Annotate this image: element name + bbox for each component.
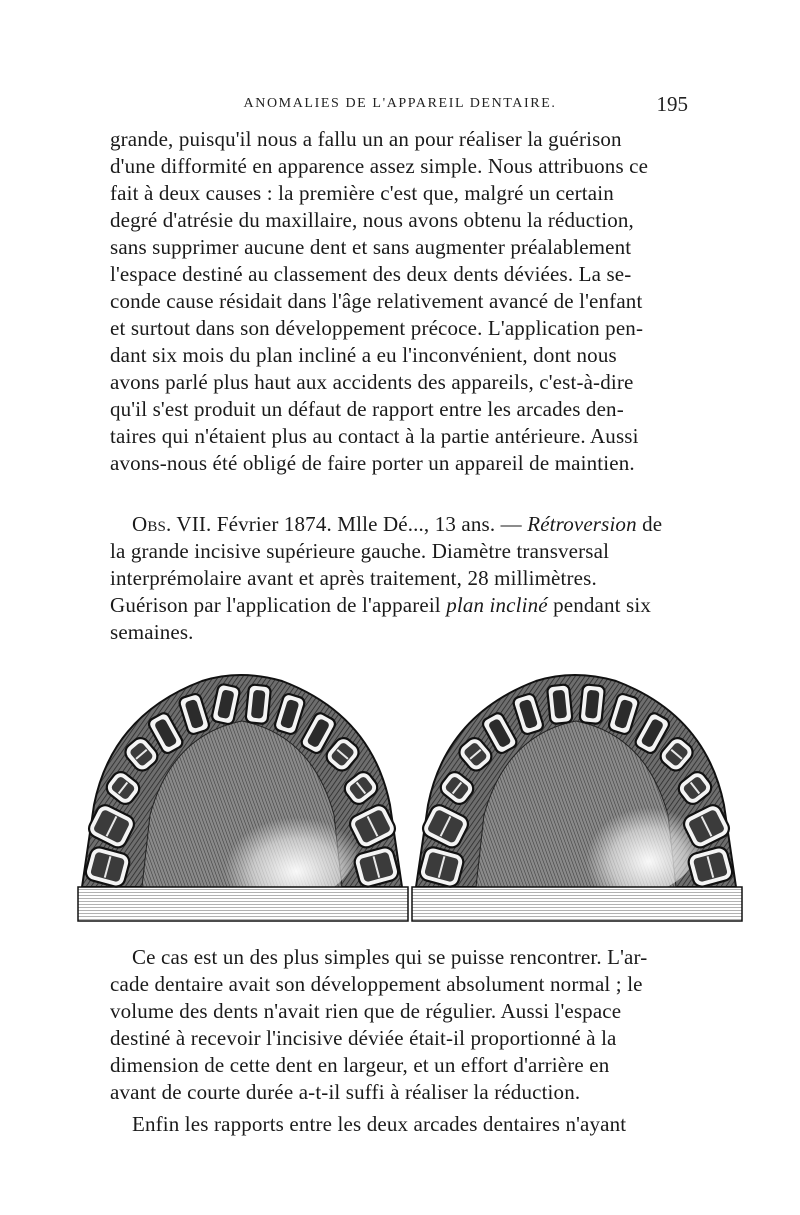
text-line: semaines. — [110, 620, 194, 644]
right-cast-base — [412, 887, 742, 921]
engraving-svg — [72, 655, 744, 925]
text-line: dimension de cette dent en largeur, et un effort d'arrière en — [110, 1053, 610, 1077]
text-line: destiné à recevoir l'incisive déviée était-il proportionné à la — [110, 1026, 617, 1050]
line-start-text: Guérison par l'application de l'appareil — [110, 593, 447, 617]
line-end-text: de — [636, 512, 663, 536]
text-line — [110, 511, 685, 538]
tooth — [579, 684, 605, 724]
diagnosis-term: Rétroversion — [527, 512, 637, 536]
text-line: conde cause résidait dans l'âge relativement avancé de l'enfant — [110, 289, 643, 313]
text-line: avant de courte durée a-t-il suffi à réaliser la réduction. — [110, 1080, 581, 1104]
dental-arch-illustration — [72, 655, 744, 925]
observation-paragraph — [110, 511, 685, 646]
text-line: avons-nous été obligé de faire porter un appareil de maintien. — [110, 451, 635, 475]
text-line: fait à deux causes : la première c'est que, malgré un certain — [110, 181, 614, 205]
text-line: taires qui n'étaient plus au contact à la partie antérieure. Aussi — [110, 424, 639, 448]
text-line: Ce cas est un des plus simples qui se puisse rencontrer. L'ar- — [132, 945, 648, 969]
left-cast-base — [78, 887, 408, 921]
line-end-text: pendant six — [547, 593, 652, 617]
discussion-paragraph — [110, 944, 685, 1106]
text-line: et surtout dans son développement précoce. L'application pen- — [110, 316, 644, 340]
text-line: qu'il s'est produit un défaut de rapport entre les arcades den- — [110, 397, 624, 421]
text-line: volume des dents n'avait rien que de régulier. Aussi l'espace — [110, 999, 622, 1023]
text-line: grande, puisqu'il nous a fallu un an pour réaliser la guérison — [110, 127, 622, 151]
observation-label: Obs. VII. — [132, 512, 212, 536]
closing-paragraph — [110, 1111, 685, 1138]
text-line: Enfin les rapports entre les deux arcades dentaires n'ayant — [132, 1112, 627, 1136]
text-line: interprémolaire avant et après traitement, 28 millimètres. — [110, 566, 597, 590]
tooth — [245, 684, 271, 724]
text-line — [110, 592, 685, 619]
paragraph-continuation — [110, 126, 685, 477]
text-line: d'une difformité en apparence assez simple. Nous attribuons ce — [110, 154, 649, 178]
left-dental-cast — [78, 675, 408, 921]
text-line: degré d'atrésie du maxillaire, nous avons obtenu la réduction, — [110, 208, 634, 232]
page-number: 195 — [656, 92, 688, 116]
text-line: sans supprimer aucune dent et sans augmenter préalablement — [110, 235, 632, 259]
text-line: l'espace destiné au classement des deux dents déviées. La se- — [110, 262, 632, 286]
tooth — [547, 684, 573, 724]
text-line: la grande incisive supérieure gauche. Diamètre transversal — [110, 539, 610, 563]
running-head: ANOMALIES DE L'APPAREIL DENTAIRE. — [243, 96, 557, 111]
text-line: cade dentaire avait son développement absolument normal ; le — [110, 972, 643, 996]
text-line: avons parlé plus haut aux accidents des appareils, c'est-à-dire — [110, 370, 634, 394]
observation-date-patient: Février 1874. Mlle Dé..., 13 ans. — — [211, 512, 528, 536]
text-line: dant six mois du plan incliné a eu l'inconvénient, dont nous — [110, 343, 617, 367]
page-header — [110, 92, 690, 120]
right-dental-cast — [412, 675, 742, 921]
appliance-term: plan incliné — [446, 593, 548, 617]
